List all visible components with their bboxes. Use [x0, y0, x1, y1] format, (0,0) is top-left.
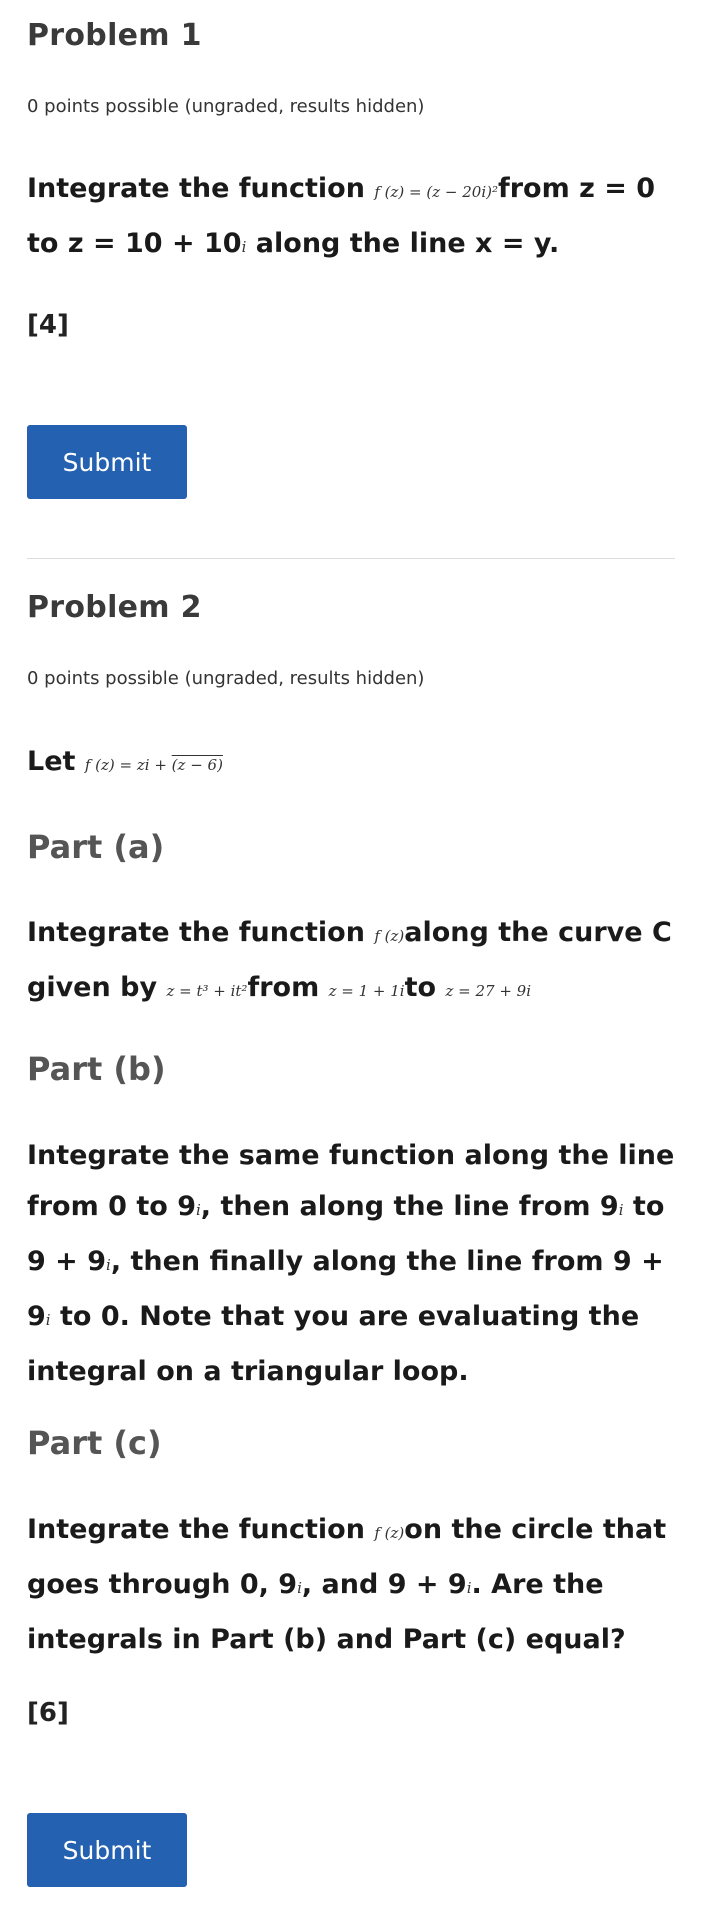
problem-divider	[27, 558, 675, 559]
question-text: on the circle that goes through 0, 9	[27, 1514, 667, 1600]
math-expression: i	[195, 1201, 201, 1219]
question-text: to 9 + 9	[27, 1191, 665, 1277]
math-expression: z = 1 + 1i	[328, 982, 405, 1000]
math-expression: z = 27 + 9i	[445, 982, 532, 1000]
question-text: to 0. Note that you are evaluating the integral on a triangular loop.	[27, 1301, 640, 1387]
part-a-question	[27, 907, 675, 1017]
math-expression: i	[297, 1579, 302, 1597]
math-expression: i	[241, 238, 247, 256]
math-expression: f (z)	[374, 927, 405, 945]
part-c-title: Part (c)	[27, 1424, 162, 1462]
question-text: , then along the line from 9	[200, 1191, 619, 1222]
math-expression: f (z)	[374, 1524, 405, 1542]
part-b-question	[27, 1130, 675, 1397]
problem-2-definition	[27, 736, 675, 791]
question-text: to	[404, 972, 446, 1003]
math-expression: i	[466, 1579, 472, 1597]
question-text: Integrate the same function along the line from 0 to 9	[27, 1140, 675, 1222]
question-text: along the line x = y.	[246, 228, 560, 259]
problem-1-marks: [4]	[27, 310, 69, 340]
problem-1-submit-button[interactable]: Submit	[27, 425, 187, 499]
problem-1-question	[27, 163, 675, 273]
question-text: from z = 0 to z = 10 + 10	[27, 173, 656, 259]
part-a-title: Part (a)	[27, 828, 165, 866]
question-text: , and 9 + 9	[301, 1569, 467, 1600]
math-expression: i	[618, 1201, 624, 1219]
question-text: from	[247, 972, 329, 1003]
math-conjugate: (z − 6)	[171, 756, 223, 774]
math-expression: f (z) = zi +	[84, 756, 172, 774]
problem-1-points: 0 points possible (ungraded, results hidden)	[27, 96, 425, 117]
math-expression: i	[106, 1256, 111, 1274]
math-expression: z = t³ + it²	[166, 982, 248, 1000]
question-text: , then finally along the line from 9 + 9	[27, 1246, 664, 1332]
problem-2-title: Problem 2	[27, 590, 202, 625]
part-b-title: Part (b)	[27, 1050, 166, 1088]
let-label: Let	[27, 746, 85, 777]
math-expression: f (z) = (z − 20i)²	[374, 183, 498, 201]
question-text: along the curve C given by	[27, 917, 672, 1003]
part-c-question	[27, 1504, 675, 1665]
question-text: Integrate the function	[27, 173, 375, 204]
problem-2-points: 0 points possible (ungraded, results hidden)	[27, 668, 425, 689]
problem-2-marks: [6]	[27, 1698, 69, 1728]
question-text: . Are the integrals in Part (b) and Part (c) equal?	[27, 1569, 626, 1655]
question-text: Integrate the function	[27, 1514, 375, 1545]
problem-2-submit-button[interactable]: Submit	[27, 1813, 187, 1887]
math-expression: i	[45, 1311, 51, 1329]
question-text: Integrate the function	[27, 917, 375, 948]
problem-1-title: Problem 1	[27, 18, 202, 53]
